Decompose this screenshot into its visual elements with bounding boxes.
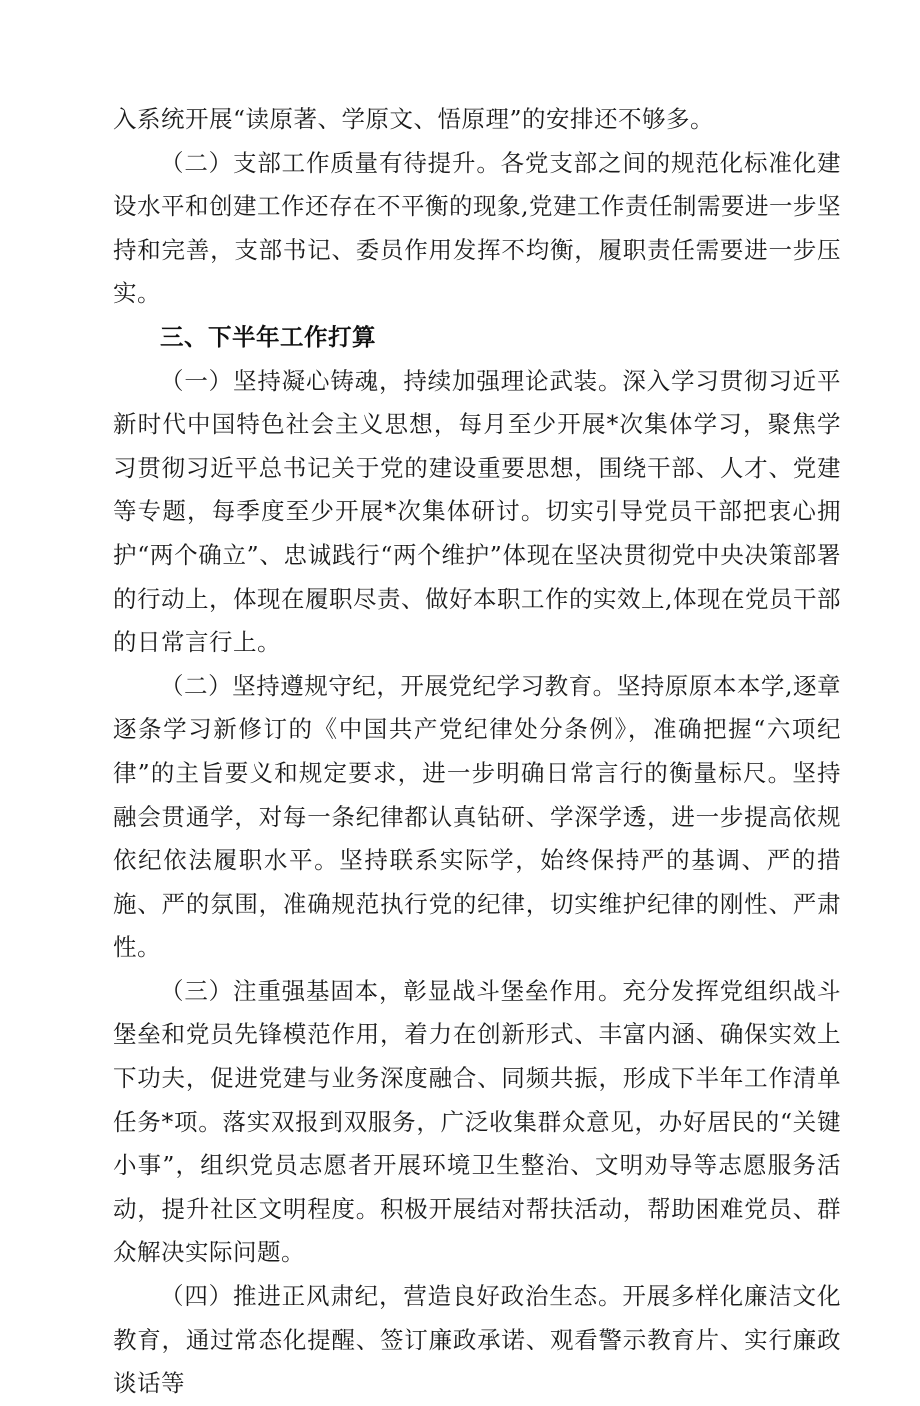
plan-paragraph-2: （二）坚持遵规守纪，开展党纪学习教育。坚持原原本本学,逐章逐条学习新修订的《中国共产党纪律处分条例》，准确把握“六项纪律”的主旨要义和规定要求，进一步明确日常言行的衡量标尺。坚持融会贯通学，对每一条纪律都认真钻研、学深学透，进一步提高依规依纪依法履职水平。坚持联系实际学，始终保持严的基调、严的措施、严的氛围，准确规范执行党的纪律，切实维护纪律的刚性、严肃性。: [113, 671, 841, 962]
plan-paragraph-3: （三）注重强基固本，彰显战斗堡垒作用。充分发挥党组织战斗堡垒和党员先锋模范作用，着力在创新形式、丰富内涵、确保实效上下功夫，促进党建与业务深度融合、同频共振，形成下半年工作清单任务*项。落实双报到双服务，广泛收集群众意见，办好居民的“关键小事”，组织党员志愿者开展环境卫生整治、文明劝导等志愿服务活动，提升社区文明程度。积极开展结对帮扶活动，帮助困难党员、群众解决实际问题。: [113, 976, 841, 1267]
document-body: [113, 98, 841, 1406]
continuation-paragraph: 入系统开展“读原著、学原文、悟原理”的安排还不够多。: [113, 105, 715, 133]
branch-quality-paragraph: （二）支部工作质量有待提升。各党支部之间的规范化标准化建设水平和创建工作还存在不平衡的现象,党建工作责任制需要进一步坚持和完善，支部书记、委员作用发挥不均衡，履职责任需要进一步压实。: [113, 148, 841, 308]
plan-paragraph-4: （四）推进正风肃纪，营造良好政治生态。开展多样化廉洁文化教育，通过常态化提醒、签订廉政承诺、观看警示教育片、实行廉政谈话等: [113, 1282, 841, 1398]
section-heading-plans: 三、下半年工作打算: [160, 322, 376, 351]
plan-paragraph-1: （一）坚持凝心铸魂，持续加强理论武装。深入学习贯彻习近平新时代中国特色社会主义思想，每月至少开展*次集体学习，聚焦学习贯彻习近平总书记关于党的建设重要思想，围绕干部、人才、党建等专题，每季度至少开展*次集体研讨。切实引导党员干部把衷心拥护“两个确立”、忠诚践行“两个维护”体现在坚决贯彻党中央决策部署的行动上，体现在履职尽责、做好本职工作的实效上,体现在党员干部的日常言行上。: [113, 366, 841, 657]
